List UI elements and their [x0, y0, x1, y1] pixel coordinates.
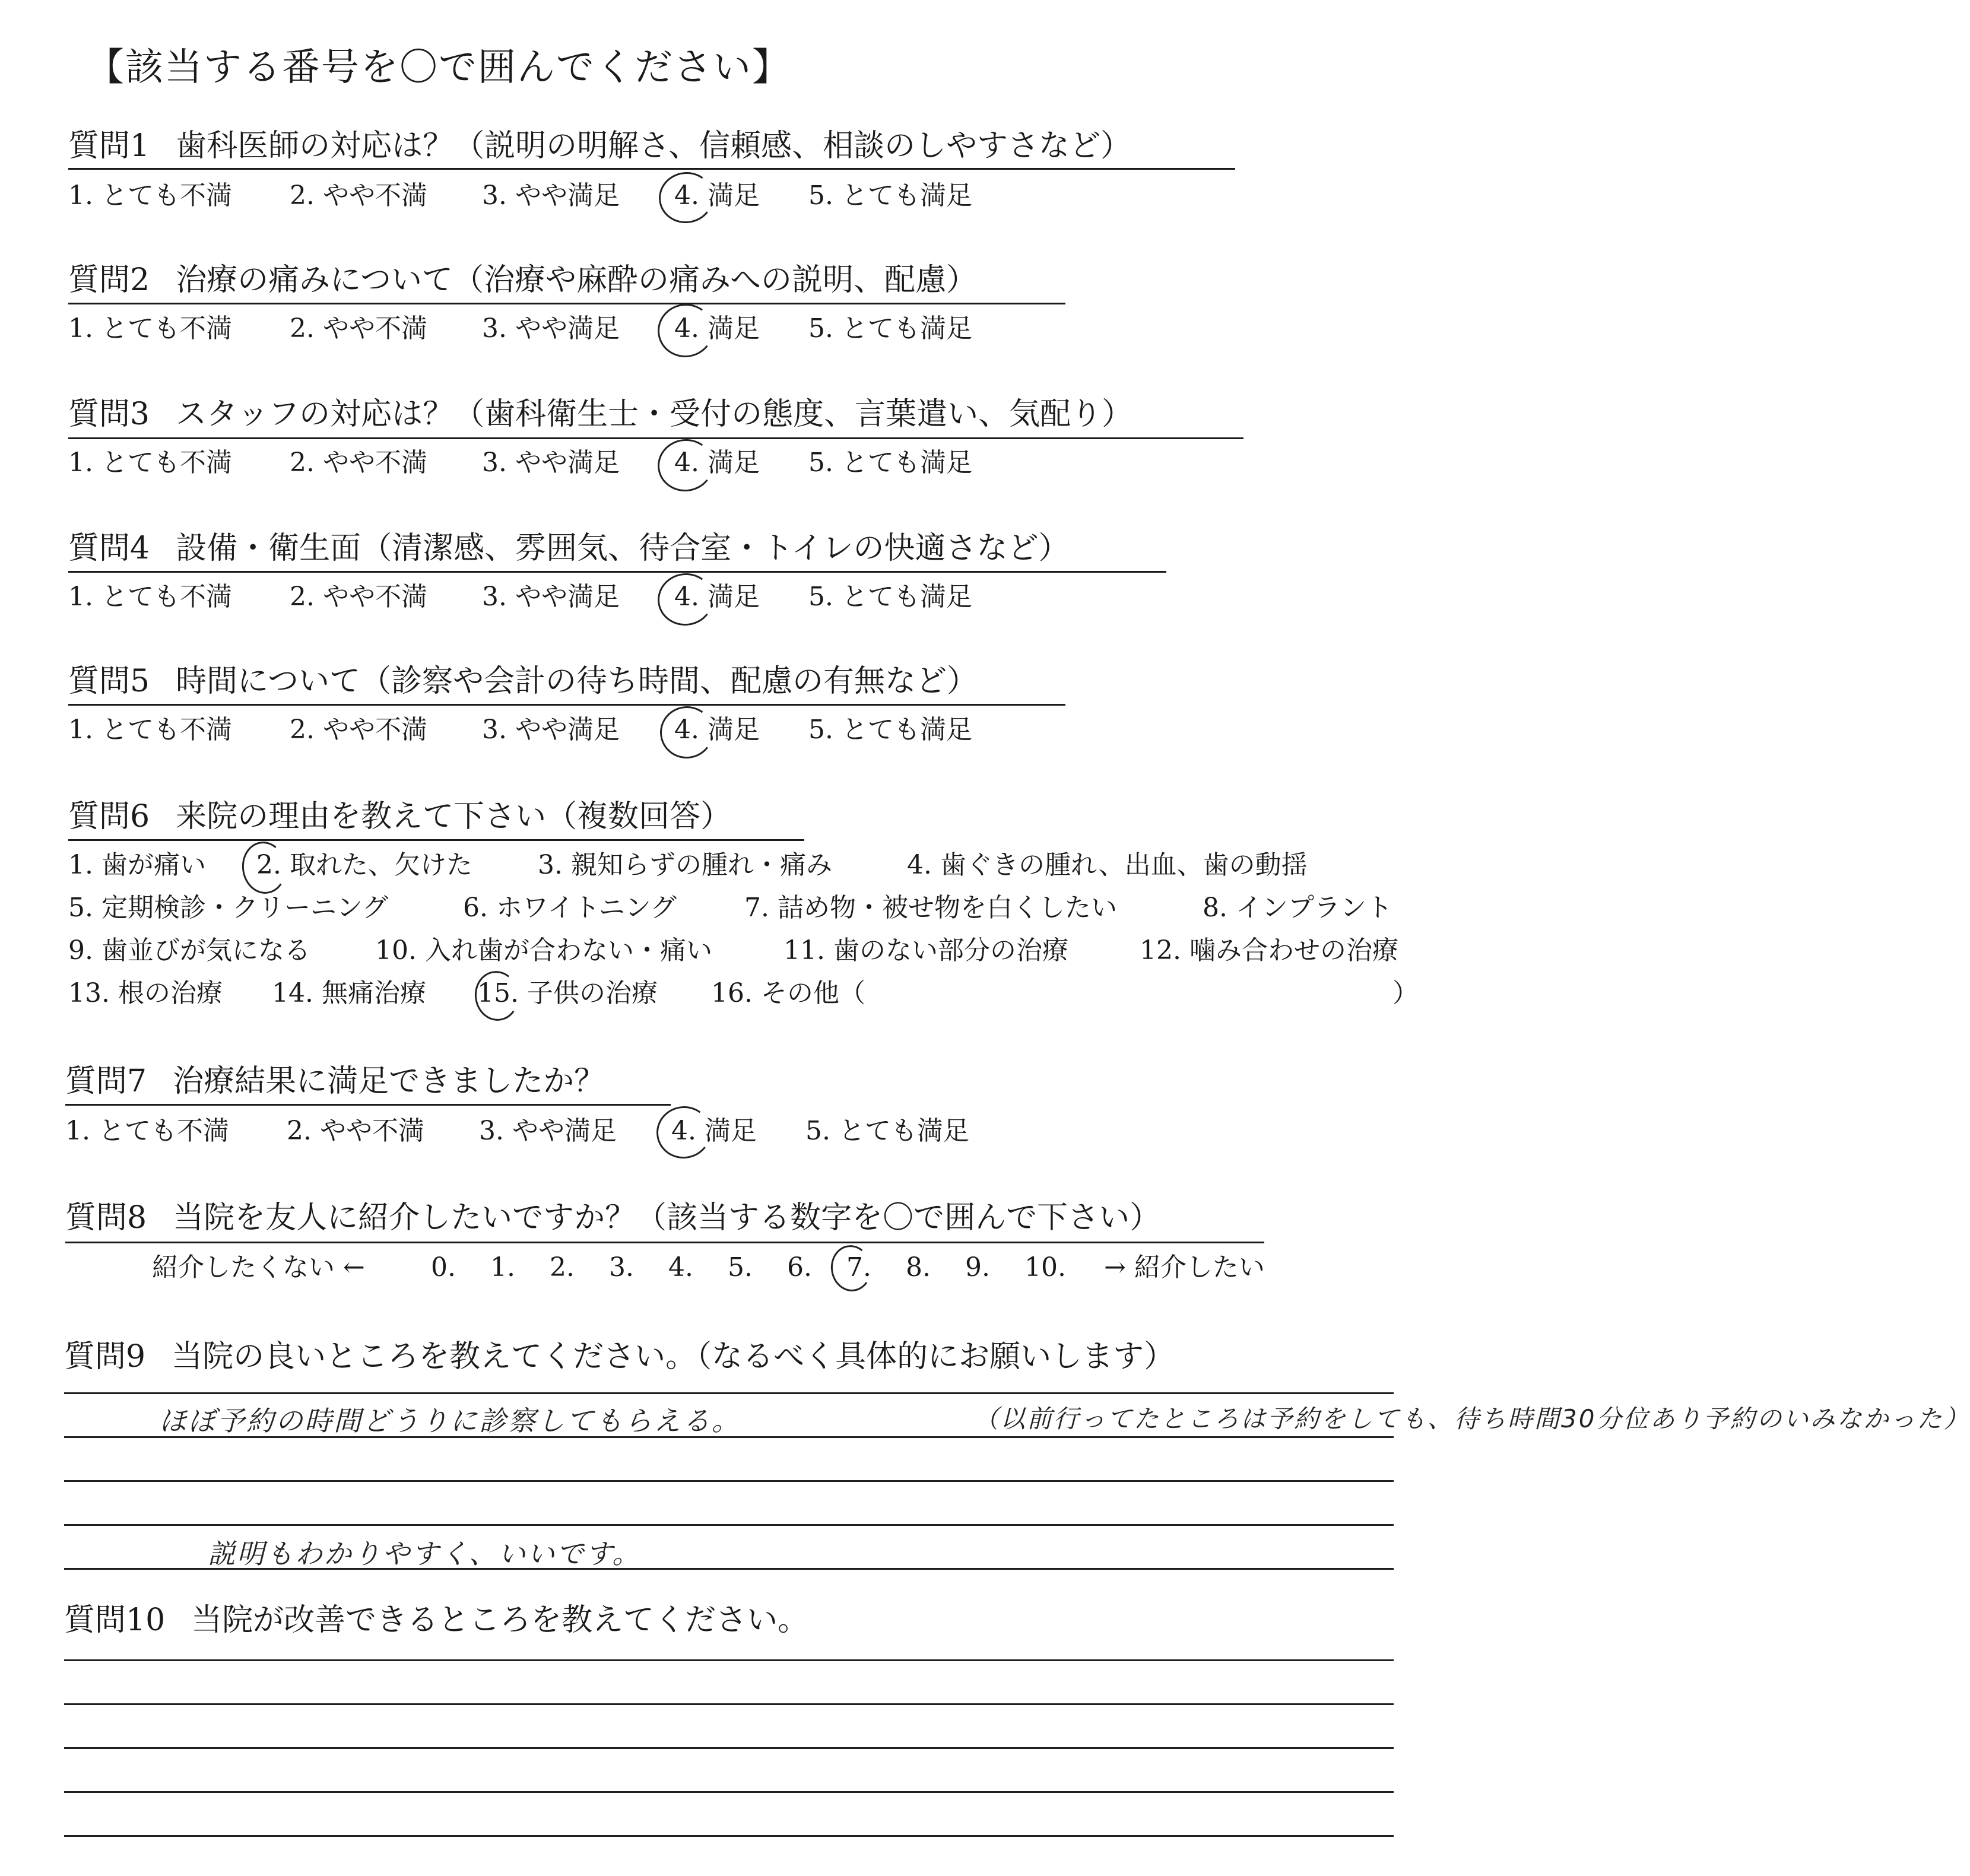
question-label: 質問8 — [65, 1200, 147, 1236]
question-label: 質問1 — [68, 128, 150, 164]
question-text: 設備・衛生面（清潔感、雰囲気、待合室・トイレの快適さなど） — [176, 531, 1070, 566]
answer-line — [64, 1791, 1394, 1793]
option-3[interactable]: 3. やや満足 — [482, 447, 620, 478]
reason-option[interactable]: 3. 親知らずの腫れ・痛み — [538, 850, 832, 880]
nps-option-2[interactable]: 2. — [550, 1252, 575, 1283]
nps-option-8[interactable]: 8. — [906, 1252, 931, 1283]
answer-line — [64, 1703, 1394, 1705]
reason-option[interactable]: 10. 入れ歯が合わない・痛い — [375, 935, 712, 966]
selected-circle — [239, 839, 290, 896]
nps-left-label: 紹介したくない ← — [152, 1252, 365, 1283]
option-4[interactable]: 4. 満足 — [674, 582, 760, 612]
reason-option[interactable]: 16. その他（ — [711, 978, 865, 1008]
nps-option-10[interactable]: 10. — [1024, 1252, 1066, 1283]
option-5[interactable]: 5. とても満足 — [805, 1116, 969, 1146]
reason-option[interactable]: 1. 歯が痛い — [68, 850, 206, 880]
option-4[interactable]: 4. 満足 — [674, 447, 760, 478]
underline — [68, 303, 1065, 304]
nps-option-4[interactable]: 4. — [668, 1252, 693, 1283]
question-text: 治療の痛みについて（治療や麻酔の痛みへの説明、配慮） — [176, 262, 978, 298]
reason-option[interactable]: 7. 詰め物・被せ物を白くしたい — [744, 893, 1117, 923]
underline — [68, 437, 1243, 439]
question-label: 質問5 — [68, 664, 150, 699]
reason-option[interactable]: 14. 無痛治療 — [272, 978, 426, 1008]
selected-circle — [654, 300, 717, 361]
reason-option[interactable]: 11. 歯のない部分の治療 — [783, 935, 1068, 966]
reason-option[interactable]: 6. ホワイトニング — [463, 893, 677, 923]
question-text: 当院が改善できるところを教えてください。 — [191, 1602, 809, 1638]
reason-option[interactable]: 9. 歯並びが気になる — [68, 935, 310, 966]
selected-circle — [472, 968, 522, 1023]
question-label: 質問7 — [65, 1064, 147, 1099]
option-1[interactable]: 1. とても不満 — [68, 313, 232, 344]
question-text: 当院の良いところを教えてください。（なるべく具体的にお願いします） — [172, 1339, 1175, 1375]
nps-option-9[interactable]: 9. — [965, 1252, 990, 1283]
option-1[interactable]: 1. とても不満 — [68, 180, 232, 211]
nps-option-6[interactable]: 6. — [787, 1252, 812, 1283]
underline — [68, 839, 804, 841]
option-2[interactable]: 2. やや不満 — [290, 447, 427, 478]
option-1[interactable]: 1. とても不満 — [65, 1116, 229, 1146]
option-5[interactable]: 5. とても満足 — [808, 447, 972, 478]
option-3[interactable]: 3. やや満足 — [482, 715, 620, 745]
selected-circle — [655, 169, 716, 227]
question-text: スタッフの対応は？（歯科衛生士・受付の態度、言葉遣い、気配り） — [176, 396, 1133, 432]
question-label: 質問3 — [68, 396, 150, 432]
question-label: 質問4 — [68, 531, 150, 566]
selected-circle — [656, 703, 716, 762]
option-1[interactable]: 1. とても不満 — [68, 447, 232, 478]
underline — [65, 1104, 671, 1106]
option-4[interactable]: 4. 満足 — [674, 180, 760, 211]
reason-option-close-paren: ） — [1392, 978, 1419, 1008]
answer-line — [64, 1659, 1394, 1661]
answer-line — [64, 1524, 1394, 1526]
question-text: 来院の理由を教えて下さい（複数回答） — [176, 799, 732, 834]
option-4[interactable]: 4. 満足 — [674, 313, 760, 344]
reason-option[interactable]: 2. 取れた、欠けた — [256, 850, 472, 880]
nps-option-5[interactable]: 5. — [728, 1252, 753, 1283]
option-3[interactable]: 3. やや満足 — [482, 582, 620, 612]
option-5[interactable]: 5. とても満足 — [808, 582, 972, 612]
nps-right-label: → 紹介したい — [1104, 1252, 1265, 1283]
option-4[interactable]: 4. 満足 — [674, 715, 760, 745]
answer-line — [64, 1480, 1394, 1482]
underline — [65, 1242, 1264, 1243]
option-5[interactable]: 5. とても満足 — [808, 715, 972, 745]
reason-option[interactable]: 13. 根の治療 — [68, 978, 223, 1008]
option-5[interactable]: 5. とても満足 — [808, 180, 972, 211]
option-2[interactable]: 2. やや不満 — [290, 715, 427, 745]
answer-line — [64, 1835, 1394, 1837]
question-text: 時間について（診察や会計の待ち時間、配慮の有無など） — [176, 664, 978, 699]
option-4[interactable]: 4. 満足 — [671, 1116, 757, 1146]
option-1[interactable]: 1. とても不満 — [68, 715, 232, 745]
option-2[interactable]: 2. やや不満 — [290, 313, 427, 344]
answer-line — [64, 1392, 1394, 1394]
nps-option-0[interactable]: 0. — [431, 1252, 456, 1283]
option-2[interactable]: 2. やや不満 — [287, 1116, 424, 1146]
option-2[interactable]: 2. やや不満 — [290, 180, 427, 211]
reason-option[interactable]: 12. 噛み合わせの治療 — [1140, 935, 1398, 966]
selected-circle — [654, 570, 716, 629]
question-label: 質問2 — [68, 262, 150, 298]
handwritten-answer-line-3: 説明もわかりやすく、いいです。 — [208, 1538, 642, 1570]
selected-circle — [828, 1243, 874, 1294]
question-text: 当院を友人に紹介したいですか？（該当する数字を〇で囲んで下さい） — [173, 1200, 1161, 1236]
reason-option[interactable]: 5. 定期検診・クリーニング — [68, 893, 389, 923]
nps-option-7[interactable]: 7. — [846, 1252, 871, 1283]
handwritten-answer-line-1: ほぼ予約の時間どうりに診察してもらえる。 — [159, 1405, 741, 1437]
option-3[interactable]: 3. やや満足 — [482, 180, 620, 211]
nps-option-3[interactable]: 3. — [609, 1252, 634, 1283]
answer-line — [64, 1747, 1394, 1749]
underline — [68, 571, 1166, 573]
option-3[interactable]: 3. やや満足 — [482, 313, 620, 344]
underline — [68, 168, 1235, 170]
page-title: 【該当する番号を〇で囲んでください】 — [86, 46, 791, 90]
reason-option[interactable]: 4. 歯ぐきの腫れ、出血、歯の動揺 — [907, 850, 1308, 880]
selected-circle — [653, 1103, 714, 1162]
option-5[interactable]: 5. とても満足 — [808, 313, 972, 344]
question-label: 質問9 — [64, 1339, 146, 1375]
handwritten-answer-line-2a: （以前行ってたところは予約をしても、待ち時間30分位あり予約のいみなかった） — [973, 1404, 1970, 1433]
reason-option[interactable]: 8. インプラント — [1203, 893, 1392, 923]
question-label: 質問10 — [64, 1602, 166, 1638]
reason-option[interactable]: 15. 子供の治療 — [477, 978, 658, 1008]
question-label: 質問6 — [68, 799, 150, 834]
option-3[interactable]: 3. やや満足 — [479, 1116, 617, 1146]
question-text: 治療結果に満足できましたか？ — [173, 1064, 605, 1099]
option-2[interactable]: 2. やや不満 — [290, 582, 427, 612]
option-1[interactable]: 1. とても不満 — [68, 582, 232, 612]
question-text: 歯科医師の対応は？（説明の明解さ、信頼感、相談のしやすさなど） — [176, 128, 1132, 164]
selected-circle — [654, 436, 716, 495]
nps-option-1[interactable]: 1. — [490, 1252, 515, 1283]
underline — [68, 704, 1065, 706]
